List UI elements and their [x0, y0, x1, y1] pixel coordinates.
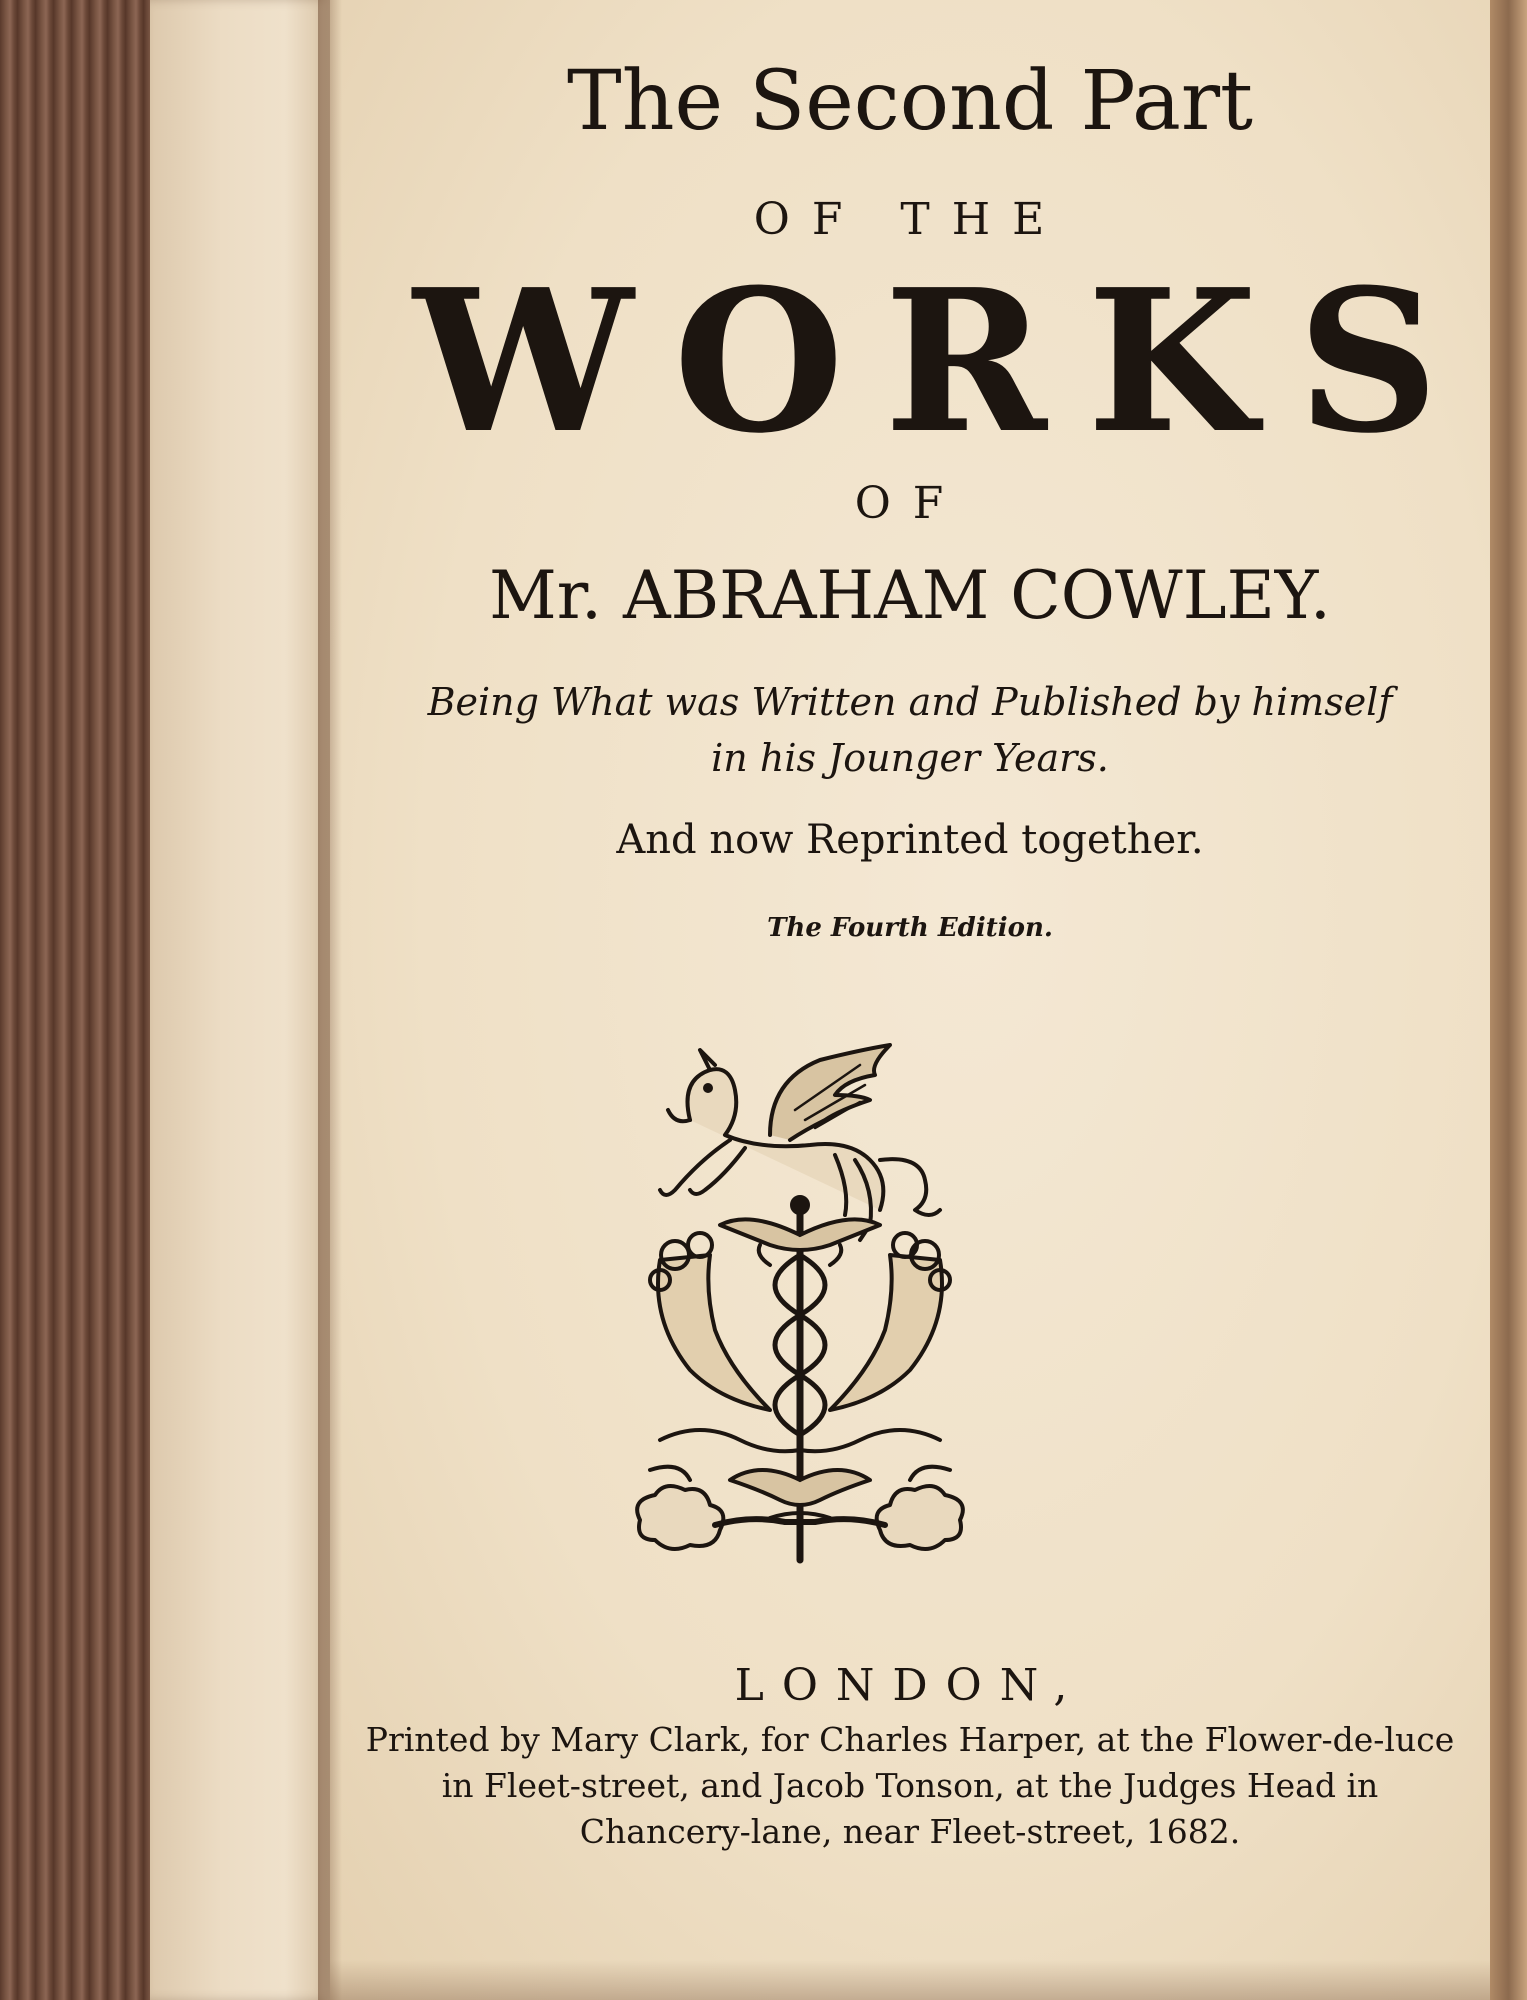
author-line: Mr. ABRAHAM COWLEY.: [489, 557, 1331, 634]
reprinted-line: And now Reprinted together.: [616, 817, 1204, 863]
imprint-place: LONDON,: [734, 1660, 1086, 1711]
imprint-line-2: in Fleet-street, and Jacob Tonson, at the Judges Head in: [441, 1766, 1379, 1805]
imprint-line-1: Printed by Mary Clark, for Charles Harper, at the Flower-de-luce: [365, 1720, 1455, 1759]
works-heading: WORKS: [413, 247, 1479, 477]
page-bottom-shadow: [330, 1960, 1490, 2000]
in-his-line: in his Jounger Years.: [711, 736, 1109, 780]
of-the-line: OF THE: [753, 194, 1067, 245]
imprint-line-3: Chancery-lane, near Fleet-street, 1682.: [579, 1812, 1241, 1851]
title-line: The Second Part: [567, 54, 1253, 149]
being-line: Being What was Written and Published by himself: [427, 680, 1393, 724]
pegasus-caduceus-printers-device-icon: [620, 1040, 980, 1580]
blank-flyleaf: [150, 0, 330, 2000]
of-line: OF: [854, 478, 966, 529]
edition-line: The Fourth Edition.: [767, 913, 1053, 943]
